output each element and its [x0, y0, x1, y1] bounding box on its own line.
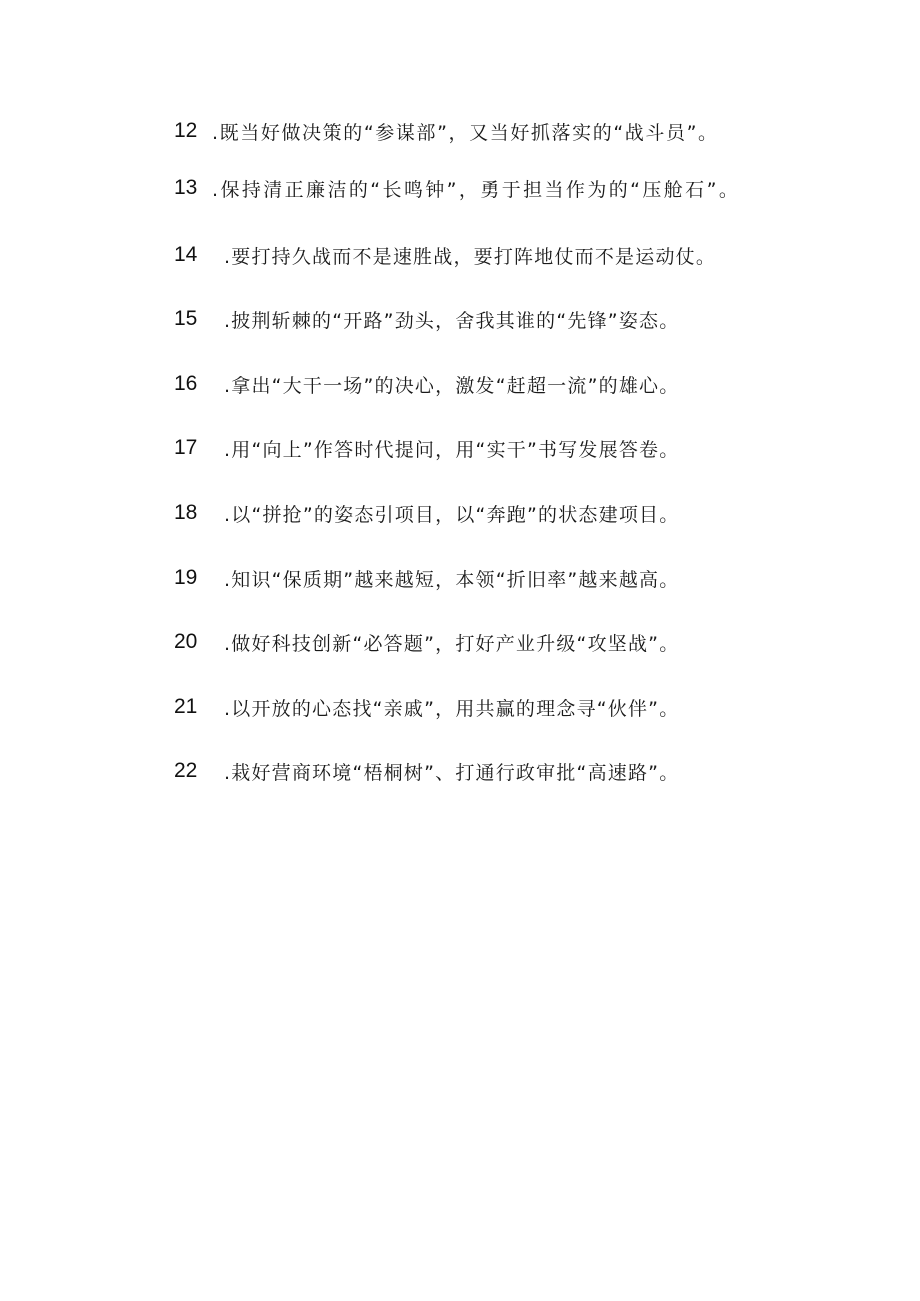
item-number: 18 — [174, 501, 198, 524]
item-text: .用“向上”作答时代提问，用“实干”书写发展答卷。 — [224, 438, 680, 461]
item-number: 15 — [174, 307, 198, 330]
item-number: 17 — [174, 436, 198, 459]
item-text: .要打持久战而不是速胜战，要打阵地仗而不是运动仗。 — [224, 245, 717, 268]
list-item — [174, 493, 679, 533]
item-text: .保持清正廉洁的“长鸣钟”，勇于担当作为的“压舱石”。 — [212, 178, 741, 201]
item-text: .既当好做决策的“参谋部”，又当好抓落实的“战斗员”。 — [212, 121, 719, 144]
item-number: 21 — [174, 695, 198, 718]
item-text: .拿出“大干一场”的决心，激发“赶超一流”的雄心。 — [224, 374, 680, 397]
list-item — [174, 299, 679, 339]
item-text: .做好科技创新“必答题”，打好产业升级“攻坚战”。 — [224, 632, 680, 655]
item-number: 19 — [174, 566, 198, 589]
item-number: 22 — [174, 759, 198, 782]
item-number: 14 — [174, 243, 198, 266]
item-text: .知识“保质期”越来越短，本领“折旧率”越来越高。 — [224, 568, 680, 591]
list-item — [174, 687, 679, 727]
list-item — [174, 364, 679, 404]
item-number: 13 — [174, 176, 198, 199]
list-item — [174, 235, 716, 275]
item-number: 20 — [174, 630, 198, 653]
item-number: 12 — [174, 119, 198, 142]
item-number: 16 — [174, 372, 198, 395]
list-item — [174, 558, 679, 598]
item-text: .以“拼抢”的姿态引项目，以“奔跑”的状态建项目。 — [224, 503, 680, 526]
list-item — [174, 111, 719, 151]
list-item — [174, 168, 740, 208]
item-text: .以开放的心态找“亲戚”，用共赢的理念寻“伙伴”。 — [224, 697, 680, 720]
list-item — [174, 751, 679, 791]
item-text: .栽好营商环境“梧桐树”、打通行政审批“高速路”。 — [224, 761, 680, 784]
item-text: .披荆斩棘的“开路”劲头，舍我其谁的“先锋”姿态。 — [224, 309, 680, 332]
list-item — [174, 622, 679, 662]
list-item — [174, 428, 679, 468]
